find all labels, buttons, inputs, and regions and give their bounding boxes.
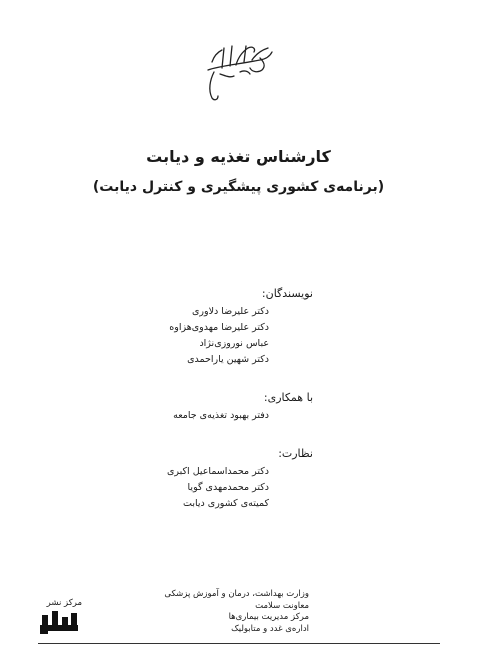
publisher-logo-mark (38, 609, 80, 635)
document-title: کارشناس تغذیه و دیابت (146, 147, 331, 166)
ministry-line: وزارت بهداشت، درمان و آموزش پزشکی (164, 589, 309, 599)
ministry-line: مرکز مدیریت بیماری‌ها (228, 612, 309, 622)
supervisor-name: کمیته‌ی کشوری دیابت (183, 498, 269, 509)
ministry-line: معاونت سلامت (255, 600, 309, 611)
basmala-calligraphy (200, 40, 280, 102)
collaboration-heading: با همکاری: (263, 391, 313, 404)
supervision-section (93, 447, 313, 512)
authors-section (93, 287, 313, 368)
ministry-credits (109, 589, 309, 635)
collaborator-name: دفتر بهبود تغذیه‌ی جامعه (173, 410, 269, 421)
ministry-line: اداره‌ی غدد و متابولیک (231, 623, 309, 634)
authors-heading: نویسندگان: (261, 287, 313, 300)
author-name: دکتر علیرضا دلاوری (191, 306, 269, 317)
footer-divider (38, 643, 440, 644)
collaboration-section (93, 391, 313, 424)
authors-list (93, 304, 313, 368)
supervisor-name: دکتر محمدمهدی گویا (187, 482, 269, 493)
supervision-list (93, 464, 313, 512)
collaboration-list (93, 408, 313, 424)
document-subtitle: (برنامه‌ی کشوری پیشگیری و کنترل دیابت) (92, 179, 385, 195)
supervisor-name: دکتر محمداسماعیل اکبری (166, 466, 269, 477)
author-name: عباس نوروزی‌نژاد (199, 338, 269, 349)
supervision-heading: نظارت: (278, 447, 313, 460)
author-name: دکتر علیرضا مهدوی‌هزاوه (169, 322, 269, 333)
author-name: دکتر شهین یاراحمدی (187, 354, 269, 365)
publisher-logo (38, 598, 82, 638)
publisher-label: مرکز نشر (46, 598, 82, 608)
